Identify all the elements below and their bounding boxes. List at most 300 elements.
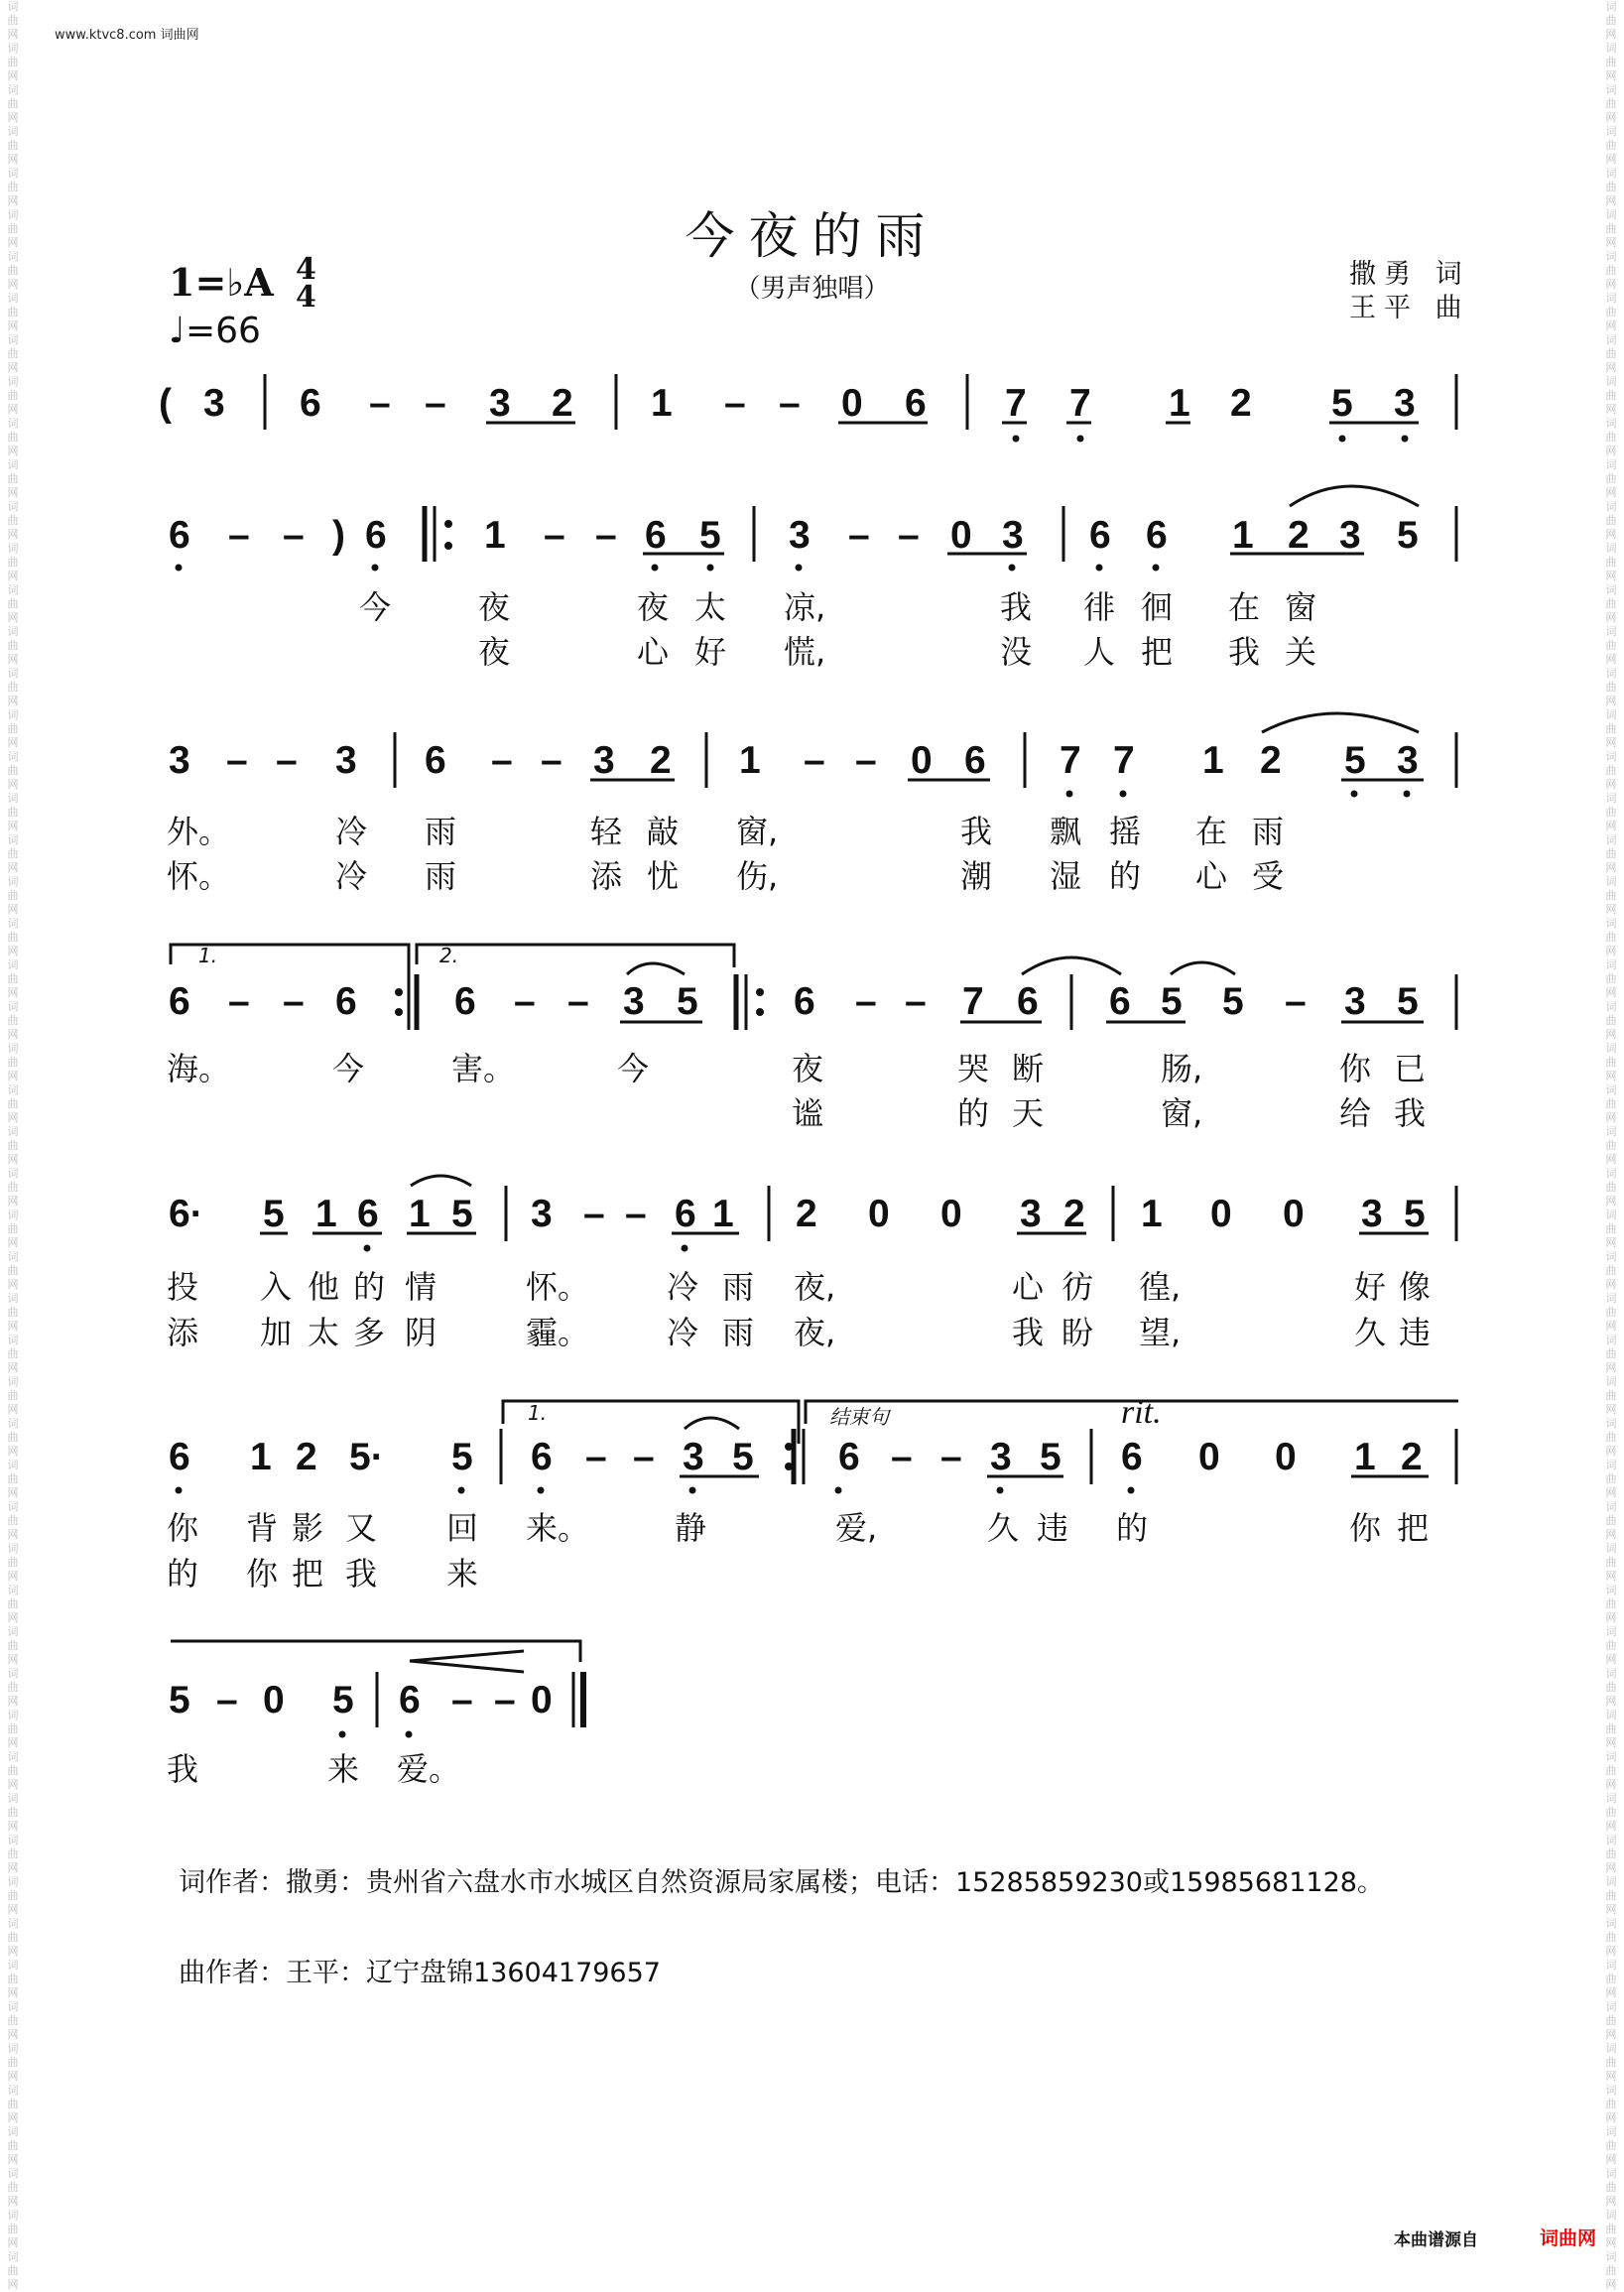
side-watermark-char: 词 xyxy=(1605,542,1617,555)
side-watermark-char: 曲 xyxy=(7,1389,19,1402)
lyric: 伤, xyxy=(736,857,779,895)
side-watermark-char: 曲 xyxy=(7,181,19,193)
side-watermark-char: 网 xyxy=(7,1861,19,1874)
side-watermark-char: 曲 xyxy=(7,431,19,444)
lyric: 我 xyxy=(1000,588,1033,626)
lyric: 你 xyxy=(1349,1509,1382,1547)
lyric: 轻 xyxy=(590,813,623,850)
side-watermark-char: 网 xyxy=(1605,1153,1617,1166)
time-signature-top: 4 xyxy=(296,252,316,287)
note: – xyxy=(514,980,536,1023)
side-watermark-char: 网 xyxy=(1605,486,1617,499)
side-watermark-char: 曲 xyxy=(7,1347,19,1360)
note: 3 xyxy=(203,382,225,425)
side-watermark-char: 词 xyxy=(1605,2125,1617,2138)
lyric: 今 xyxy=(332,1050,365,1087)
side-watermark-char: 网 xyxy=(1605,861,1617,874)
side-watermark-char: 网 xyxy=(1605,2278,1617,2291)
lyric: 添 xyxy=(590,857,623,895)
side-watermark-char: 网 xyxy=(7,236,19,249)
side-watermark-char: 词 xyxy=(7,1834,19,1846)
side-watermark-char: 词 xyxy=(1605,292,1617,305)
lyric: 影 xyxy=(292,1509,324,1547)
side-watermark-char: 词 xyxy=(1605,1000,1617,1013)
side-watermark-char: 网 xyxy=(1605,194,1617,207)
lyric: 你 xyxy=(167,1509,199,1547)
side-watermark-char: 网 xyxy=(1605,945,1617,957)
side-watermark-char: 曲 xyxy=(1605,1014,1617,1027)
side-watermark-char: 词 xyxy=(7,125,19,138)
side-watermark-char: 曲 xyxy=(1605,56,1617,68)
note: 5 xyxy=(332,1679,354,1721)
side-watermark-char: 曲 xyxy=(1605,431,1617,444)
side-watermark-char: 词 xyxy=(1605,1959,1617,1972)
side-watermark-char: 曲 xyxy=(1605,1514,1617,1527)
lyric: 已 xyxy=(1394,1050,1427,1087)
note: 0 xyxy=(1275,1436,1297,1478)
side-watermark-char: 曲 xyxy=(1605,2264,1617,2277)
side-watermark-char: 网 xyxy=(7,736,19,749)
note: 3 xyxy=(789,514,811,557)
lyric: 受 xyxy=(1252,857,1285,895)
note: – xyxy=(494,1679,516,1721)
lyric: 来 xyxy=(327,1750,360,1788)
lyric: 心 xyxy=(1012,1268,1045,1306)
note: 2 xyxy=(796,1193,817,1235)
note: – xyxy=(283,514,305,557)
side-watermark-char: 词 xyxy=(1605,1584,1617,1596)
side-watermark-char: 词 xyxy=(1605,1459,1617,1471)
note: – xyxy=(228,514,250,557)
side-watermark-char: 曲 xyxy=(7,56,19,68)
note: 6 xyxy=(425,739,446,782)
side-watermark-char: 词 xyxy=(1605,2042,1617,2055)
side-watermark-char: 曲 xyxy=(7,472,19,485)
site-label[interactable]: www.ktvc8.com 词曲网 xyxy=(55,28,199,43)
side-watermark-char: 网 xyxy=(1605,778,1617,791)
side-watermark-char: 曲 xyxy=(1605,889,1617,902)
side-watermark-char: 网 xyxy=(7,1695,19,1708)
side-watermark-char: 网 xyxy=(7,1278,19,1291)
ending-label: 结束句 xyxy=(829,1405,889,1429)
side-watermark-char: 词 xyxy=(7,1167,19,1180)
lyric: 心 xyxy=(637,633,670,671)
side-watermark-char: 曲 xyxy=(7,514,19,527)
side-watermark-char: 网 xyxy=(7,153,19,166)
side-watermark-char: 词 xyxy=(7,1750,19,1763)
note: 7 xyxy=(1113,739,1135,782)
side-watermark-char: 词 xyxy=(1605,1375,1617,1388)
side-watermark-char: 曲 xyxy=(1605,1722,1617,1735)
lyric: 久 xyxy=(987,1509,1020,1547)
side-watermark-char: 曲 xyxy=(1605,1306,1617,1319)
note: 5 xyxy=(699,514,721,557)
note: 0 xyxy=(1198,1436,1220,1478)
note: 1 xyxy=(1141,1193,1163,1235)
side-watermark-char: 词 xyxy=(1605,1625,1617,1638)
lyric: 久 xyxy=(1354,1314,1387,1351)
lyric: 夜 xyxy=(478,633,511,671)
side-watermark-char: 网 xyxy=(1605,69,1617,82)
side-watermark-char: 词 xyxy=(7,708,19,721)
side-watermark-char: 曲 xyxy=(1605,2098,1617,2110)
side-watermark-char: 曲 xyxy=(7,1889,19,1902)
side-watermark-char: 词 xyxy=(1605,708,1617,721)
side-watermark-char: 词 xyxy=(7,1625,19,1638)
side-watermark-char: 曲 xyxy=(1605,1431,1617,1444)
side-watermark-char: 曲 xyxy=(1605,2181,1617,2194)
lyric: 给 xyxy=(1339,1094,1372,1132)
note: 1 xyxy=(712,1193,734,1235)
side-watermark-char: 曲 xyxy=(7,1222,19,1235)
side-watermark-char: 网 xyxy=(1605,319,1617,332)
note: 6 xyxy=(905,382,927,425)
lyric: 谧 xyxy=(792,1094,824,1132)
side-watermark-char: 网 xyxy=(7,2070,19,2083)
side-watermark-char: 网 xyxy=(1605,2153,1617,2166)
side-watermark-char: 词 xyxy=(1605,1417,1617,1430)
side-watermark-char: 网 xyxy=(7,1820,19,1833)
note: – xyxy=(633,1436,655,1478)
lyricist-credit: 撒勇 词 xyxy=(1349,259,1470,290)
side-watermark-char: 曲 xyxy=(1605,1056,1617,1069)
note: 0 xyxy=(1210,1193,1232,1235)
lyric: 冷 xyxy=(335,857,368,895)
side-watermark-char: 网 xyxy=(1605,2195,1617,2208)
side-watermark-char: 网 xyxy=(7,1445,19,1458)
side-watermark-char: 词 xyxy=(1605,2250,1617,2263)
note: 1 xyxy=(651,382,673,425)
side-watermark-char: 词 xyxy=(7,2084,19,2097)
lyric: 望, xyxy=(1139,1314,1182,1351)
side-watermark-char: 词 xyxy=(7,208,19,221)
side-watermark-char: 词 xyxy=(1605,1750,1617,1763)
side-watermark-char: 曲 xyxy=(1605,1764,1617,1777)
lyric: 彷 xyxy=(1062,1268,1094,1306)
note: 6 xyxy=(169,514,190,557)
note: 2 xyxy=(1063,1193,1085,1235)
side-watermark-char: 曲 xyxy=(7,639,19,652)
side-watermark-char: 词 xyxy=(7,458,19,471)
side-watermark-char: 曲 xyxy=(1605,389,1617,402)
side-watermark-char: 词 xyxy=(7,1292,19,1305)
note: – xyxy=(898,514,920,557)
note: 7 xyxy=(1069,382,1091,425)
side-watermark-char: 曲 xyxy=(7,1931,19,1944)
note: 3 xyxy=(593,739,615,782)
side-watermark-char: 曲 xyxy=(7,1722,19,1735)
side-watermark-char: 网 xyxy=(7,1236,19,1249)
lyric: 你 xyxy=(246,1555,279,1592)
side-watermark-char: 词 xyxy=(1605,83,1617,96)
key-signature: 1=♭A xyxy=(169,260,274,305)
side-watermark-char: 词 xyxy=(1605,875,1617,888)
note: ) xyxy=(332,514,345,557)
lyric: 徨, xyxy=(1139,1268,1182,1306)
side-watermark-char: 词 xyxy=(7,1459,19,1471)
lyric: 他 xyxy=(308,1268,340,1306)
side-watermark-char: 网 xyxy=(1605,2111,1617,2124)
side-watermark-char: 网 xyxy=(7,403,19,416)
note: 0 xyxy=(841,382,863,425)
side-watermark-char: 词 xyxy=(7,2000,19,2013)
side-watermark-char: 网 xyxy=(7,986,19,999)
note: 5 xyxy=(1397,980,1419,1023)
side-watermark-char: 网 xyxy=(7,903,19,916)
side-watermark-char: 曲 xyxy=(1605,139,1617,152)
lyricist-info: 词作者：撒勇：贵州省六盘水市水城区自然资源局家属楼；电话：15285859230或15985681128。 xyxy=(179,1867,1384,1898)
side-watermark-char: 网 xyxy=(1605,653,1617,666)
footer-source: 本曲谱源自 xyxy=(1394,2230,1478,2250)
lyric: 今 xyxy=(617,1050,650,1087)
side-watermark-char: 词 xyxy=(7,2042,19,2055)
side-watermark-char: 词 xyxy=(7,1042,19,1055)
note: 1 xyxy=(1232,514,1254,557)
side-watermark-char: 曲 xyxy=(1605,97,1617,110)
side-watermark-char: 网 xyxy=(7,570,19,582)
note: 1 xyxy=(484,514,506,557)
side-watermark-char: 网 xyxy=(7,2236,19,2249)
side-watermark-char: 网 xyxy=(1605,1611,1617,1624)
note: 6 xyxy=(1017,980,1039,1023)
lyric: 窗 xyxy=(1285,588,1317,626)
note: 6 xyxy=(1121,1436,1143,1478)
side-watermark-char: 网 xyxy=(1605,1820,1617,1833)
side-watermark-char: 网 xyxy=(7,2278,19,2291)
lyric: 投 xyxy=(167,1268,199,1306)
note: 2 xyxy=(1260,739,1282,782)
side-watermark-char: 网 xyxy=(1605,153,1617,166)
side-watermark-char: 词 xyxy=(1605,125,1617,138)
note: 1 xyxy=(315,1193,337,1235)
side-watermark-char: 网 xyxy=(7,2153,19,2166)
side-watermark-char: 词 xyxy=(1605,1167,1617,1180)
lyric: 雨 xyxy=(425,857,457,895)
lyric: 的 xyxy=(353,1268,386,1306)
side-watermark-char: 网 xyxy=(1605,1028,1617,1041)
side-watermark-char: 网 xyxy=(7,1570,19,1583)
side-watermark-char: 曲 xyxy=(7,806,19,819)
note: 0 xyxy=(950,514,972,557)
side-watermark-char: 曲 xyxy=(7,97,19,110)
lyric: 外。 xyxy=(167,813,231,850)
side-watermark-char: 网 xyxy=(7,28,19,41)
lyric: 霾。 xyxy=(526,1314,590,1351)
side-watermark-char: 网 xyxy=(7,1986,19,1999)
side-watermark-char: 曲 xyxy=(7,681,19,694)
lyric: 慌, xyxy=(784,633,826,671)
note: – xyxy=(491,739,513,782)
side-watermark-char: 词 xyxy=(7,292,19,305)
side-watermark-char: 网 xyxy=(7,1736,19,1749)
side-watermark-char: 网 xyxy=(1605,278,1617,291)
song-title: 今夜的雨 xyxy=(685,207,939,265)
note: 5 xyxy=(1404,1193,1426,1235)
side-watermark-char: 词 xyxy=(1605,2000,1617,2013)
side-watermark-char: 曲 xyxy=(7,597,19,610)
note: 6 xyxy=(645,514,667,557)
side-watermark-char: 网 xyxy=(7,1028,19,1041)
side-watermark-char: 网 xyxy=(7,1320,19,1333)
note: 6 xyxy=(964,739,986,782)
side-watermark-char: 曲 xyxy=(1605,722,1617,735)
side-watermark-char: 词 xyxy=(1605,1334,1617,1346)
side-watermark-char: 词 xyxy=(1605,42,1617,55)
side-watermark-char: 曲 xyxy=(7,2056,19,2069)
note: – xyxy=(855,739,877,782)
side-watermark-char: 词 xyxy=(1605,250,1617,263)
note: – xyxy=(283,980,305,1023)
side-watermark-char: 词 xyxy=(1605,2167,1617,2180)
side-watermark-char: 词 xyxy=(7,83,19,96)
side-watermark-char: 曲 xyxy=(1605,806,1617,819)
note: 5 xyxy=(1040,1436,1062,1478)
note: 5 xyxy=(1397,514,1419,557)
lyric: 雨 xyxy=(1252,813,1285,850)
side-watermark-char: 曲 xyxy=(7,1139,19,1152)
lyric: 的 xyxy=(1116,1509,1149,1547)
side-watermark-char: 词 xyxy=(1605,500,1617,513)
note: 7 xyxy=(1005,382,1027,425)
lyric: 夜, xyxy=(794,1268,836,1306)
note: 6 xyxy=(1089,514,1111,557)
side-watermark-char: 网 xyxy=(7,111,19,124)
side-watermark-char: 曲 xyxy=(1605,181,1617,193)
side-watermark-char: 网 xyxy=(7,278,19,291)
lyric: 人 xyxy=(1083,633,1116,671)
note: 1 xyxy=(739,739,761,782)
side-watermark-char: 网 xyxy=(7,1070,19,1082)
side-watermark-char: 网 xyxy=(1605,1111,1617,1124)
lyric: 你 xyxy=(1339,1050,1372,1087)
side-watermark-char: 词 xyxy=(1605,1875,1617,1888)
side-watermark-char: 词 xyxy=(7,958,19,971)
side-watermark-char: 网 xyxy=(1605,1361,1617,1374)
note: 2 xyxy=(296,1436,317,1478)
note: – xyxy=(848,514,870,557)
side-watermark-char: 词 xyxy=(7,0,19,13)
side-watermark-char: 网 xyxy=(7,653,19,666)
side-watermark-char: 曲 xyxy=(7,139,19,152)
note: – xyxy=(940,1436,962,1478)
lyric: 冷 xyxy=(335,813,368,850)
lyric: 我 xyxy=(345,1555,378,1592)
side-watermark-char: 词 xyxy=(1605,917,1617,930)
lyric: 海。 xyxy=(167,1050,231,1087)
footer-site-link[interactable]: 词曲网 xyxy=(1540,2228,1597,2249)
lyric: 违 xyxy=(1037,1509,1069,1547)
side-watermark-char: 词 xyxy=(7,1667,19,1680)
note: 0 xyxy=(531,1679,553,1721)
side-watermark-char: 曲 xyxy=(7,1472,19,1485)
side-watermark-char: 曲 xyxy=(1605,1597,1617,1610)
note: 0 xyxy=(1283,1193,1305,1235)
side-watermark-char: 曲 xyxy=(1605,2139,1617,2152)
side-watermark-char: 词 xyxy=(1605,1667,1617,1680)
lyric: 爱, xyxy=(835,1509,878,1547)
side-watermark-char: 曲 xyxy=(1605,1556,1617,1569)
lyric: 违 xyxy=(1399,1314,1432,1351)
side-watermark-char: 网 xyxy=(1605,1861,1617,1874)
side-watermark-char: 词 xyxy=(7,42,19,55)
side-watermark-char: 网 xyxy=(1605,1653,1617,1666)
lyric: 天 xyxy=(1012,1094,1045,1132)
side-watermark-char: 曲 xyxy=(1605,2223,1617,2235)
side-watermark-char: 词 xyxy=(7,583,19,596)
note: – xyxy=(724,382,746,425)
side-watermark-char: 曲 xyxy=(7,264,19,277)
note: 3 xyxy=(683,1436,704,1478)
lyric: 我 xyxy=(1228,633,1261,671)
lyric: 在 xyxy=(1195,813,1228,850)
side-watermark-char: 曲 xyxy=(7,1431,19,1444)
lyric: 把 xyxy=(1141,633,1174,671)
note: 6· xyxy=(169,1193,203,1235)
side-watermark-char: 曲 xyxy=(1605,1639,1617,1652)
lyric: 加 xyxy=(260,1314,293,1351)
side-watermark-char: 词 xyxy=(1605,1042,1617,1055)
lyric: 太 xyxy=(308,1314,340,1351)
note: 0 xyxy=(911,739,933,782)
side-watermark-char: 词 xyxy=(7,667,19,680)
side-watermark-char: 曲 xyxy=(1605,1222,1617,1235)
side-watermark-char: 曲 xyxy=(7,306,19,318)
time-signature-bottom: 4 xyxy=(296,280,316,315)
side-watermark-char: 词 xyxy=(1605,1834,1617,1846)
side-watermark-char: 词 xyxy=(7,917,19,930)
side-watermark-char: 曲 xyxy=(1605,2056,1617,2069)
side-watermark-char: 词 xyxy=(7,1917,19,1930)
side-watermark-char: 词 xyxy=(7,1584,19,1596)
note: 7 xyxy=(1060,739,1081,782)
lyric: 哭 xyxy=(957,1050,990,1087)
note: 3 xyxy=(1397,739,1419,782)
side-watermark-char: 词 xyxy=(1605,417,1617,430)
side-watermark-char: 曲 xyxy=(1605,681,1617,694)
note: 6 xyxy=(365,514,387,557)
note: 7 xyxy=(962,980,984,1023)
side-watermark-char: 曲 xyxy=(7,1973,19,1985)
lyric: 忧 xyxy=(647,857,680,895)
side-watermark-char: 词 xyxy=(1605,667,1617,680)
side-watermark-char: 词 xyxy=(7,1250,19,1263)
side-watermark-char: 曲 xyxy=(7,556,19,569)
note: 6 xyxy=(1109,980,1131,1023)
side-watermark-char: 曲 xyxy=(1605,14,1617,27)
side-watermark-char: 词 xyxy=(7,1959,19,1972)
lyric: 入 xyxy=(260,1268,293,1306)
lyric: 凉, xyxy=(784,588,826,626)
composer-credit: 王平 曲 xyxy=(1349,293,1470,323)
side-watermark-char: 词 xyxy=(1605,1542,1617,1555)
note: – xyxy=(451,1679,473,1721)
side-watermark-char: 曲 xyxy=(1605,556,1617,569)
note: – xyxy=(855,980,877,1023)
note: 6 xyxy=(675,1193,696,1235)
side-watermark-char: 词 xyxy=(1605,625,1617,638)
side-watermark-char: 网 xyxy=(1605,2070,1617,2083)
side-watermark-char: 曲 xyxy=(7,1056,19,1069)
lyric: 摇 xyxy=(1109,813,1142,850)
side-watermark-char: 网 xyxy=(7,820,19,832)
lyric: 徊 xyxy=(1141,588,1174,626)
side-watermark-char: 网 xyxy=(1605,1195,1617,1208)
side-watermark-char: 曲 xyxy=(1605,1139,1617,1152)
rit-marking: rit. xyxy=(1121,1394,1162,1431)
side-watermark-char: 网 xyxy=(1605,1778,1617,1791)
lyric: 冷 xyxy=(667,1314,699,1351)
side-watermark-char: 网 xyxy=(7,1486,19,1499)
